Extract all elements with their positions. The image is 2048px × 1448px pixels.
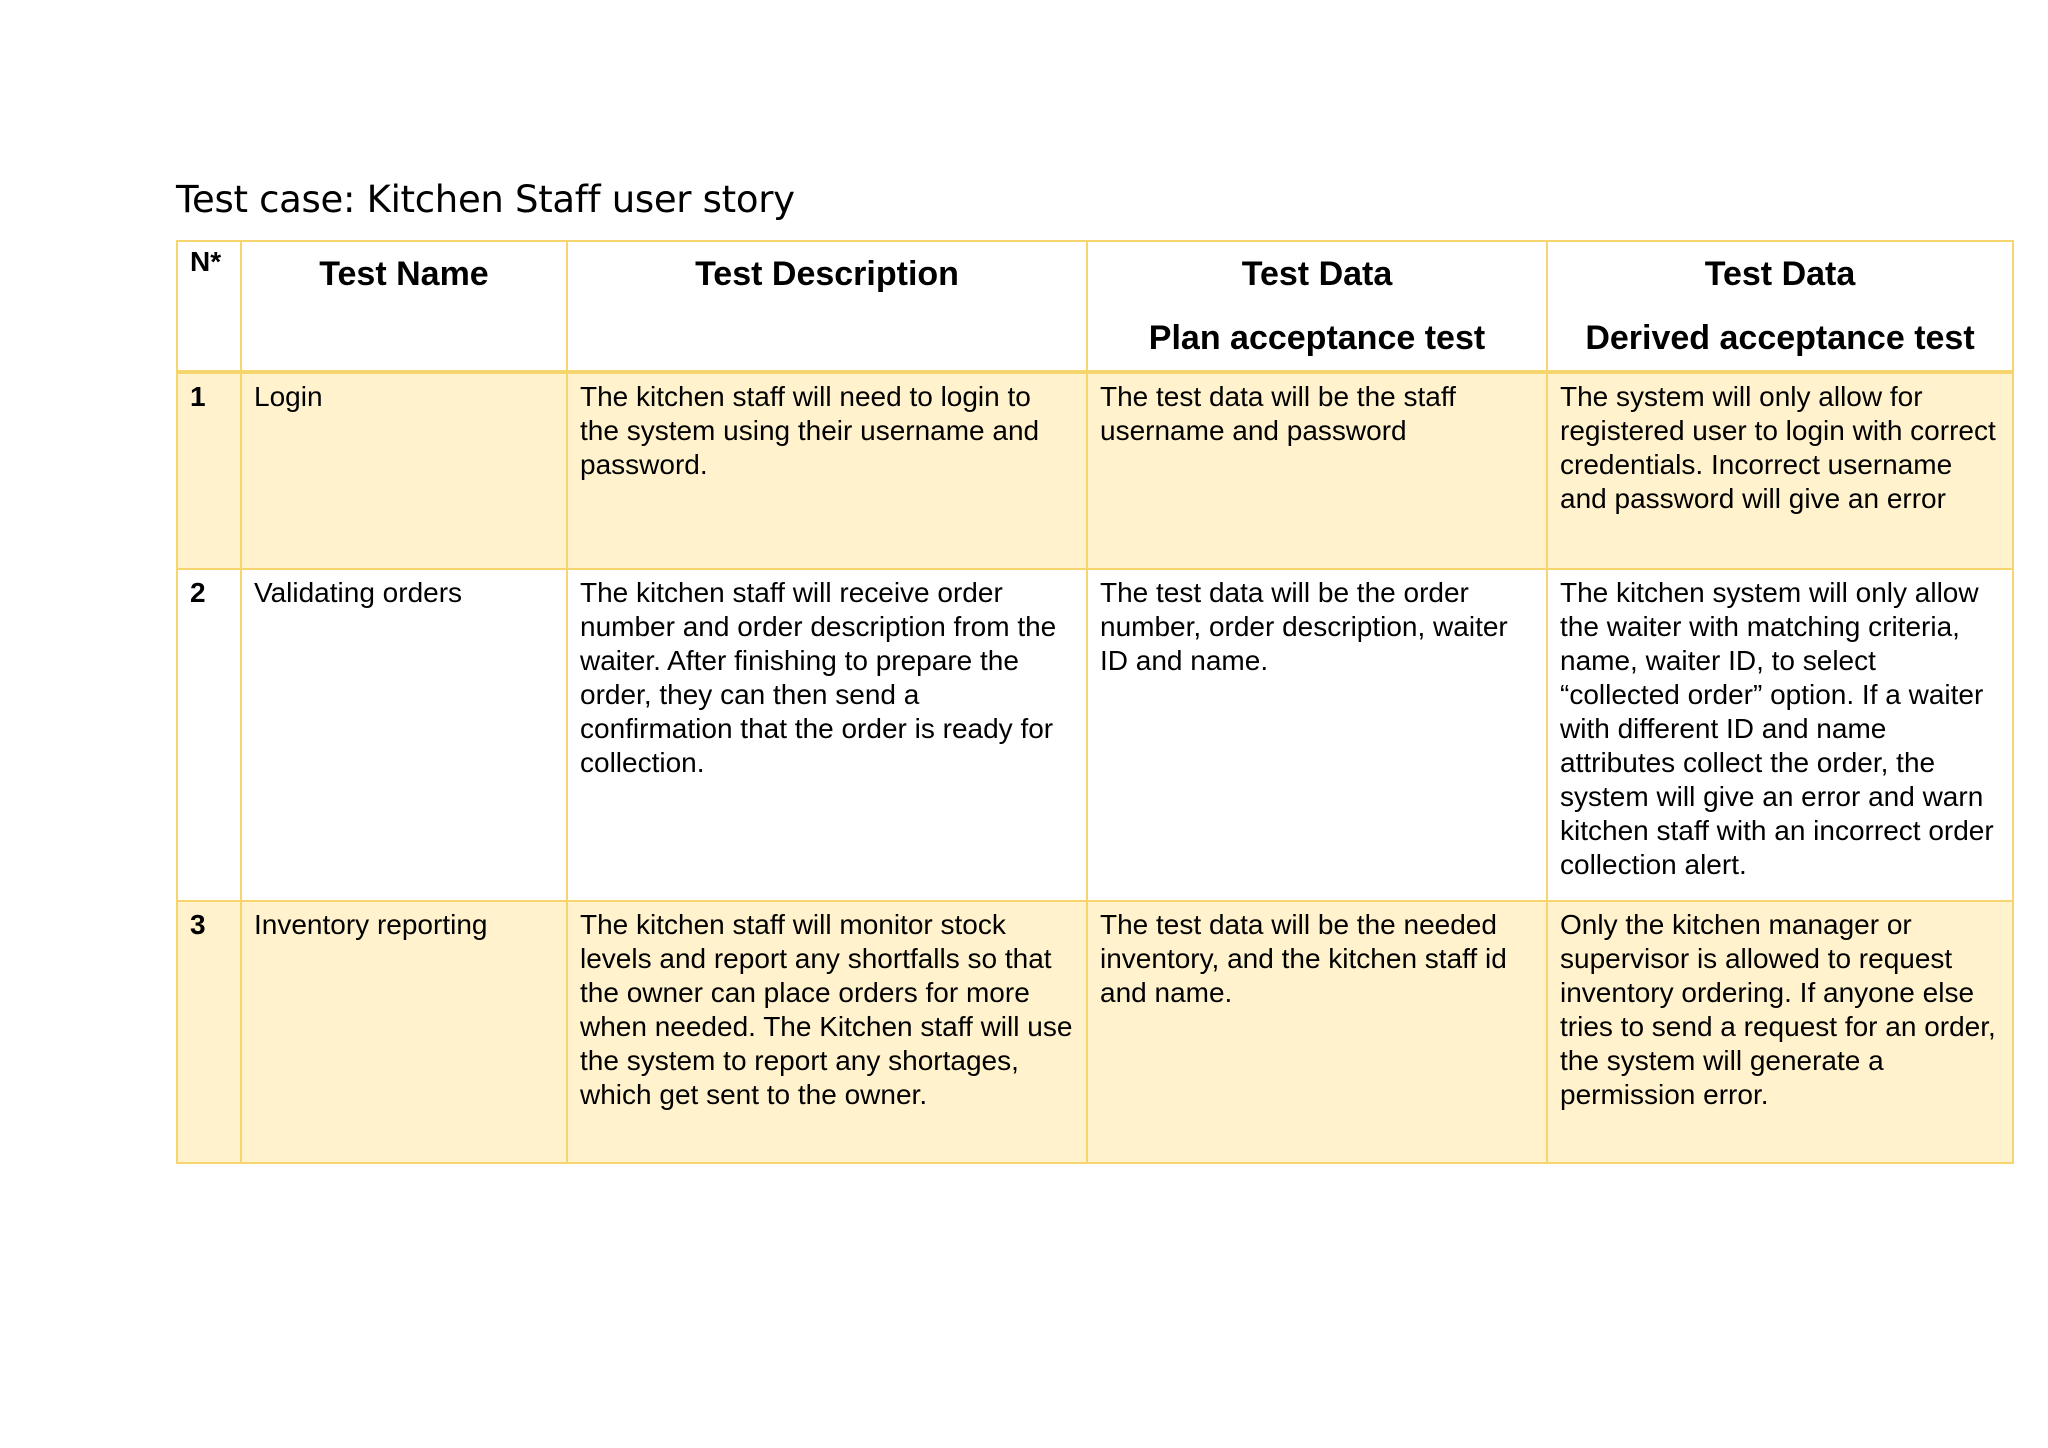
row-derived-test-data: Only the kitchen manager or supervisor is allowed to request inventory ordering. If anyone else tries to send a request for an order, the system will generate a permission error. bbox=[1547, 901, 2013, 1163]
header-plan-line1: Test Data bbox=[1241, 255, 1393, 293]
header-row bbox=[177, 241, 2013, 372]
row-number: 1 bbox=[177, 372, 241, 569]
page-title: Test case: Kitchen Staff user story bbox=[176, 178, 795, 221]
test-case-table bbox=[176, 240, 2014, 1164]
header-test-name bbox=[241, 241, 567, 372]
header-derived-line2: Derived acceptance test bbox=[1585, 319, 1975, 357]
table-header bbox=[177, 241, 2013, 372]
row-plan-test-data: The test data will be the needed inventory, and the kitchen staff id and name. bbox=[1087, 901, 1547, 1163]
row-derived-test-data: The kitchen system will only allow the waiter with matching criteria, name, waiter ID, to select “collected order” option. If a waiter with different ID and name attributes collect the order, the system will give an error and warn kitchen staff with an incorrect order collection alert. bbox=[1547, 569, 2013, 901]
header-test-name-label: Test Name bbox=[319, 255, 489, 293]
row-number: 3 bbox=[177, 901, 241, 1163]
header-test-description bbox=[567, 241, 1087, 372]
row-plan-test-data: The test data will be the staff username and password bbox=[1087, 372, 1547, 569]
header-plan-acceptance bbox=[1087, 241, 1547, 372]
header-plan-line2: Plan acceptance test bbox=[1148, 319, 1486, 357]
row-number: 2 bbox=[177, 569, 241, 901]
row-derived-test-data: The system will only allow for registered user to login with correct credentials. Incorrect username and password will give an error bbox=[1547, 372, 2013, 569]
header-derived-acceptance bbox=[1547, 241, 2013, 372]
row-test-description: The kitchen staff will receive order number and order description from the waiter. After finishing to prepare the order, they can then send a confirmation that the order is ready for collection. bbox=[567, 569, 1087, 901]
header-test-description-label: Test Description bbox=[695, 255, 959, 293]
table-row bbox=[177, 372, 2013, 569]
row-test-name: Inventory reporting bbox=[241, 901, 567, 1163]
table-row bbox=[177, 901, 2013, 1163]
header-number: N* bbox=[177, 241, 241, 372]
table-row bbox=[177, 569, 2013, 901]
row-test-name: Validating orders bbox=[241, 569, 567, 901]
row-test-description: The kitchen staff will need to login to the system using their username and password. bbox=[567, 372, 1087, 569]
table-body bbox=[177, 372, 2013, 1163]
row-test-description: The kitchen staff will monitor stock levels and report any shortfalls so that the owner can place orders for more when needed. The Kitchen staff will use the system to report any shortages, which get sent to the owner. bbox=[567, 901, 1087, 1163]
row-plan-test-data: The test data will be the order number, order description, waiter ID and name. bbox=[1087, 569, 1547, 901]
row-test-name: Login bbox=[241, 372, 567, 569]
header-derived-line1: Test Data bbox=[1704, 255, 1856, 293]
